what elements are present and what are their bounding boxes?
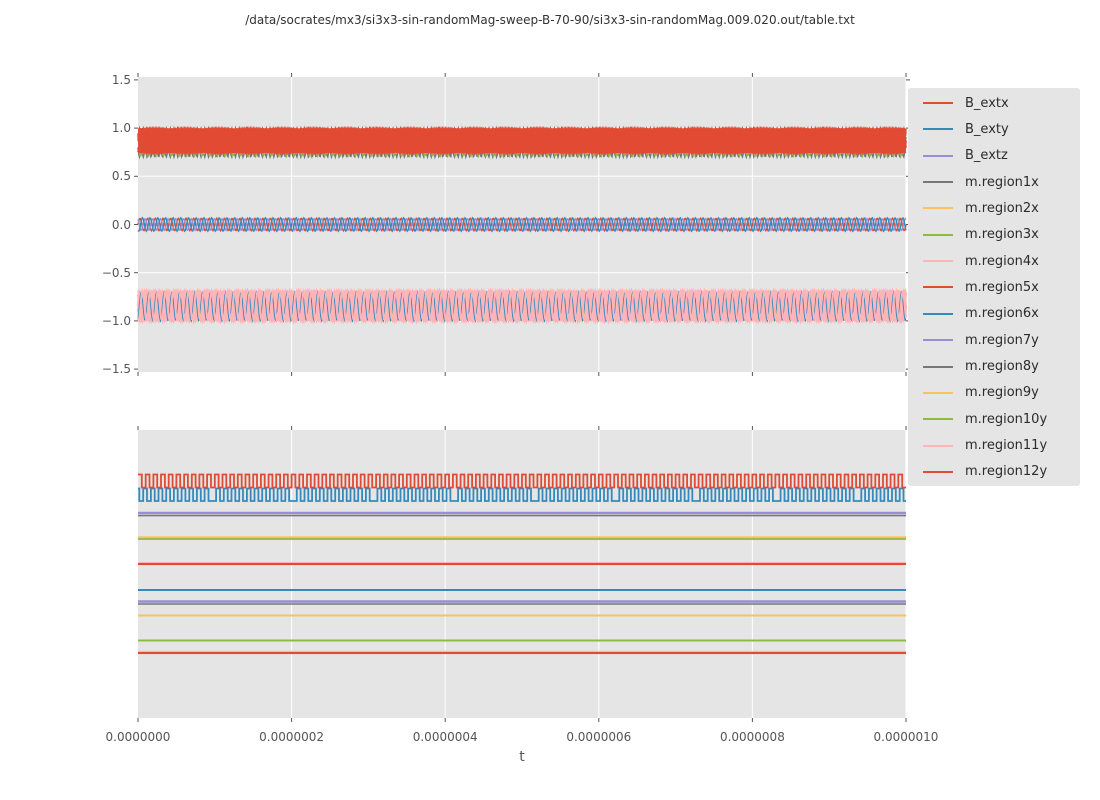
- legend-line-sample: [923, 418, 953, 420]
- legend: [908, 88, 1080, 486]
- legend-item: [908, 226, 1039, 244]
- legend-item: [908, 358, 1039, 376]
- x-tick-label: 0.0000008: [719, 730, 785, 744]
- legend-label: m.region10y: [965, 411, 1048, 427]
- x-tick-label: 0.0000004: [412, 730, 478, 744]
- y-tick-label: −1.0: [101, 313, 131, 328]
- legend-label: B_extz: [965, 148, 1008, 164]
- legend-label: B_exty: [965, 121, 1009, 137]
- legend-line-sample: [923, 260, 953, 262]
- legend-line-sample: [923, 207, 953, 209]
- x-tick-label: 0.0000000: [105, 730, 171, 744]
- legend-item: [908, 94, 1009, 112]
- legend-line-sample: [923, 286, 953, 288]
- legend-line-sample: [923, 155, 953, 157]
- legend-label: m.region3x: [965, 227, 1039, 243]
- legend-item: [908, 120, 1009, 138]
- x-tick-label: 0.0000002: [259, 730, 325, 744]
- legend-item: [908, 331, 1039, 349]
- legend-label: m.region7y: [965, 332, 1039, 348]
- legend-line-sample: [923, 234, 953, 236]
- legend-label: m.region5x: [965, 279, 1039, 295]
- legend-label: m.region8y: [965, 359, 1039, 374]
- legend-line-sample: [923, 392, 953, 394]
- legend-item: [908, 252, 1039, 270]
- legend-line-sample: [923, 445, 953, 447]
- bottom-axes-background: [138, 430, 906, 718]
- x-tick-label: 0.0000010: [873, 730, 939, 744]
- legend-line-sample: [923, 339, 953, 341]
- legend-label: m.region11y: [965, 438, 1048, 454]
- legend-label: m.region2x: [965, 200, 1039, 216]
- legend-item: [908, 199, 1039, 217]
- legend-item: [908, 410, 1047, 428]
- legend-item: [908, 437, 1047, 455]
- legend-item: [908, 384, 1039, 402]
- y-tick-label: 1.0: [111, 121, 131, 136]
- legend-item: [908, 147, 1008, 165]
- legend-label: B_extx: [965, 95, 1009, 111]
- x-axis-label: t: [519, 749, 525, 765]
- y-tick-label: −0.5: [101, 265, 131, 280]
- y-tick-label: 0.0: [111, 217, 131, 232]
- legend-label: m.region1x: [965, 174, 1039, 190]
- legend-item: [908, 173, 1039, 191]
- legend-label: m.region9y: [965, 385, 1039, 401]
- legend-item: [908, 278, 1039, 296]
- legend-label: m.region4x: [965, 253, 1039, 269]
- y-tick-label: 0.5: [111, 169, 131, 184]
- y-tick-label: 1.5: [111, 72, 131, 87]
- series-m.region5x: [138, 475, 906, 488]
- x-tick-label: 0.0000006: [566, 730, 632, 744]
- legend-label: m.region6x: [965, 306, 1039, 322]
- plot-title: /data/socrates/mx3/si3x3-sin-randomMag-sweep-B-70-90/si3x3-sin-randomMag.009.020.out/table.txt: [245, 13, 855, 27]
- y-tick-label: −1.5: [101, 362, 131, 377]
- legend-line-sample: [923, 313, 953, 315]
- legend-item: [908, 305, 1039, 323]
- legend-item: [908, 463, 1047, 481]
- legend-label: m.region12y: [965, 464, 1048, 480]
- legend-line-sample: [923, 471, 953, 473]
- legend-line-sample: [923, 181, 953, 183]
- legend-line-sample: [923, 128, 953, 130]
- legend-line-sample: [923, 102, 953, 104]
- legend-line-sample: [923, 366, 953, 368]
